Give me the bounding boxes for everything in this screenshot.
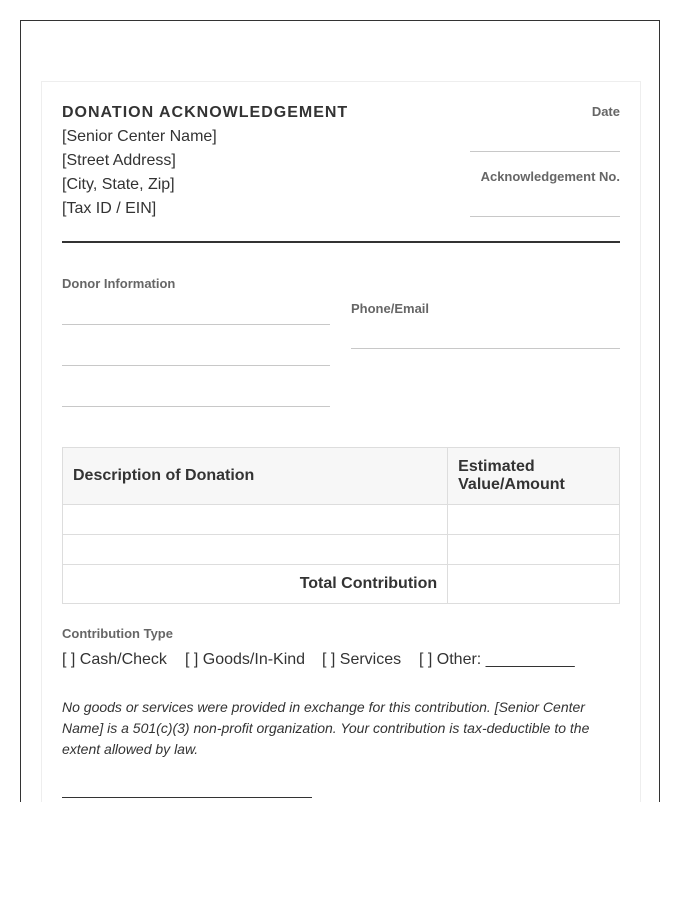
value-header: Estimated Value/Amount — [448, 448, 620, 505]
option-other[interactable]: [ ] Other: __________ — [419, 651, 575, 668]
signature-line[interactable] — [62, 797, 312, 798]
table-row — [63, 505, 620, 535]
donor-info-label: Donor Information — [62, 276, 176, 291]
value-cell[interactable] — [448, 505, 620, 535]
total-row — [63, 565, 620, 604]
option-cash[interactable]: [ ] Cash/Check — [62, 651, 167, 668]
date-field[interactable] — [470, 151, 620, 152]
ack-number-field[interactable] — [470, 216, 620, 217]
total-label: Total Contribution — [63, 565, 448, 604]
date-label: Date — [591, 104, 620, 119]
org-city: [City, State, Zip] — [62, 176, 175, 193]
option-goods[interactable]: [ ] Goods/In-Kind — [185, 651, 306, 668]
value-cell[interactable] — [448, 535, 620, 565]
option-services[interactable]: [ ] Services — [322, 651, 402, 668]
phone-email-field[interactable] — [351, 348, 620, 349]
table-row — [63, 535, 620, 565]
header-divider — [62, 241, 620, 243]
donation-table — [62, 447, 620, 604]
donor-line-1[interactable] — [62, 324, 330, 325]
description-cell[interactable] — [63, 535, 448, 565]
form-title: DONATION ACKNOWLEDGEMENT — [62, 104, 349, 121]
org-street: [Street Address] — [62, 152, 176, 169]
total-value-cell[interactable] — [448, 565, 620, 604]
donor-line-2[interactable] — [62, 365, 330, 366]
ack-number-label: Acknowledgement No. — [480, 169, 620, 184]
contribution-type-label: Contribution Type — [62, 626, 173, 641]
table-header-row — [63, 448, 620, 505]
org-name: [Senior Center Name] — [62, 128, 217, 145]
description-cell[interactable] — [63, 505, 448, 535]
description-header: Description of Donation — [63, 448, 448, 505]
donor-line-3[interactable] — [62, 406, 330, 407]
phone-email-label: Phone/Email — [351, 301, 430, 316]
tax-note: No goods or services were provided in exchange for this contribution. [Senior Center Name] is a 501(c)(3) non-profit organization. Your contribution is tax-deductible to the extent allowed by law. — [62, 699, 590, 757]
org-tax-id: [Tax ID / EIN] — [62, 200, 157, 217]
